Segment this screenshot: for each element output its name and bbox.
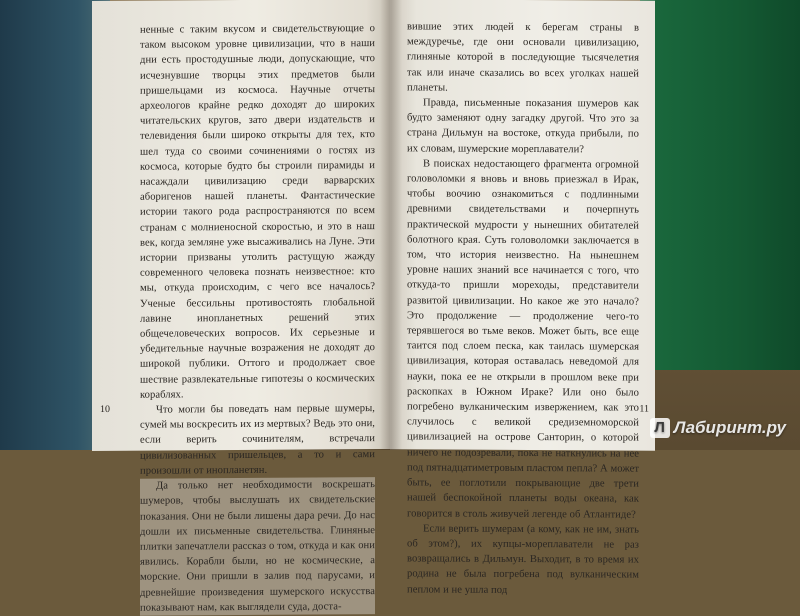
left-page-text	[140, 21, 375, 616]
paragraph: вившие этих людей к берегам страны в междуречье, где они основали цивилизацию, глиняные которой в последующие тысячелетия так или иначе сказались во всех уголках нашей планеты.	[407, 21, 639, 94]
labirint-logo-icon: Л	[650, 418, 670, 438]
book-cover-right-edge	[640, 0, 800, 370]
right-page	[390, 0, 655, 596]
paragraph: ненные с таким вкусом и свидетельствующие о таком высоком уровне цивилизации, что в наши дни есть простодушные люди, допускающие, что исчезнувшие творцы этих предметов были пришельцами из космоса. Научные отчеты археологов крайне редко доходят до широких читательских кругов, зато двери издательств и телевидения были широко открыты для тех, кто шел туда со своими сочинениями о гостях из космоса, которые будто бы строили пирамиды и насаждали цивилизацию среди варварских аборигенов нашей планеты. Фантастические истории такого рода распространяются по всем странам с молниеносной скоростью, и это в наш век, когда земляне уже высаживались на Луне. Эти истории призваны утолить растущую жажду современного человека познать неизвестное: кто мы, откуда происходим, с чего все началось? Ученые бессильны противостоять глобальной лавине инопланетных решений этих общечеловеческих вопросов. Их серьезные и убедительные научные возражения не доходят до широкой публики. Оттого и продолжает свое шествие развлекательные гипотезы о космических кораблях.	[140, 23, 375, 401]
page-number: 11	[639, 403, 649, 415]
paragraph: Правда, письменные показания шумеров как будто заменяют одну загадку другой. Что это за страна Дильмун на востоке, откуда прибыли, по их словам, шумерские мореплаватели?	[407, 97, 639, 155]
labirint-watermark	[650, 418, 786, 438]
paragraph: Если верить шумерам (а кому, как не им, знать об этом?), их купцы-мореплаватели не раз возвращались в Дильмун. Выходит, в то время их родина не была погребена под вулканическим пеплом и не ушла под	[407, 523, 639, 596]
right-page-text	[407, 19, 639, 598]
paragraph: Что могли бы поведать нам первые шумеры, сумей мы воскресить их из мертвых? Ведь это они, если верить сочинителям, встречали цивилизованных пришельцев, а то и сами произошли от инопланетян.	[140, 403, 375, 477]
paragraph: Да только нет необходимости воскрешать шумеров, чтобы выслушать их свидетельские показания. Они не были лишены дара речи. До нас дошли их письменные свидетельства. Глиняные плитки запечатлели рассказ о том, откуда и как они явились. Корабли были, но не космические, а морские. Они пришли в залив под парусами, и древнейшие произведения шумерского искусства показывают нам, как выглядели суда, доста-	[140, 477, 375, 615]
watermark-text: Лабиринт.ру	[673, 418, 786, 437]
page-number: 10	[100, 403, 110, 415]
paragraph: В поисках недостающего фрагмента огромной головоломки я вновь и вновь приезжал в Ирак, чтобы воочию ознакомиться с подлинными древними свидетельствами и почерпнуть практической мудрости у нынешних обитателей болотного края. Суть головоломки заключается в том, что история неизвестно. На нынешнем уровне наших знаний все начинается с того, что откуда-то пришли мореходы, представители развитой цивилизации. Но какое же это начало? Это продолжение — продолжение чего-то терявшегося во тьме веков. Может быть, все еще таится под слоем песка, как таилась шумерская цивилизация, которая оставалась неведомой для науки, пока ее не открыли в прошлом веке при раскопках в Южном Ираке? Или оно было погребено вулканическим извержением, как это случилось с великой средиземноморской цивилизацией на острове Санторин, о которой ничего не подозревали, пока не наткнулись на нее под пятнадцатиметровым пластом пепла? А может быть, ее поглотили покрывающие две трети нашей беспокойной планеты воды океана, как говорится в столь живучей легенде об Атлантиде?	[407, 158, 639, 521]
left-page	[92, 0, 390, 614]
